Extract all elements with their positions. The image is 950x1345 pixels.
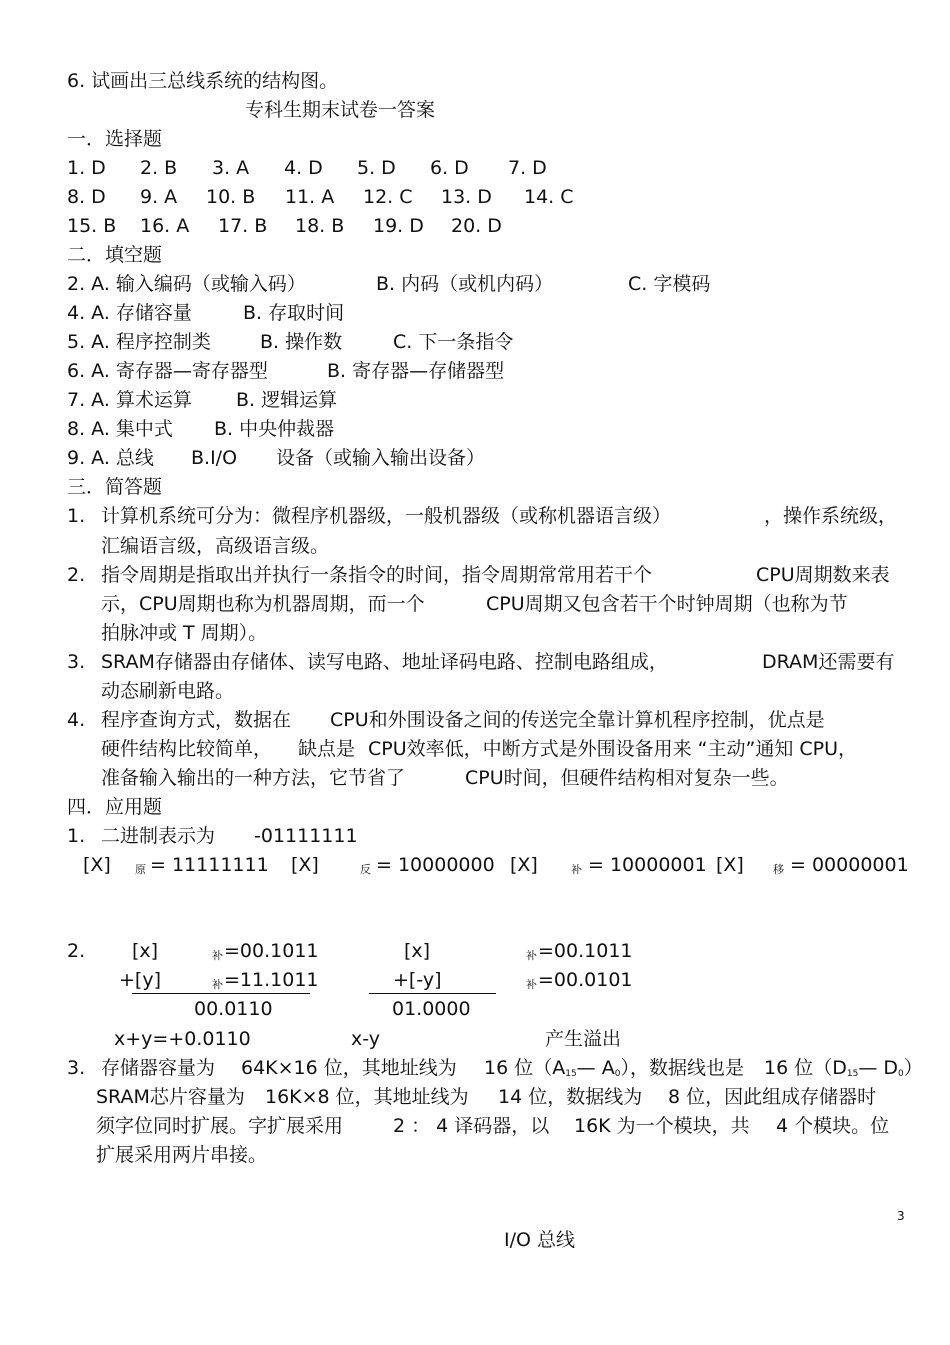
answer-item: 9. A — [140, 186, 178, 208]
answer-item: 19. D — [373, 215, 424, 237]
apply-q1-number: 1. — [67, 825, 86, 847]
diff-rule-line — [369, 993, 496, 994]
operand-subscript: 补 — [526, 978, 537, 991]
short-q1-text: 汇编语言级，高级语言级。 — [101, 535, 330, 557]
short-q4-text: 准备输入输出的一种方法，它节省了 — [101, 767, 406, 789]
code-subscript: 补 — [571, 863, 582, 876]
fill-line: 设备（或输入输出设备） — [276, 447, 486, 469]
sum-rule-line — [132, 993, 310, 994]
operand-subscript: 补 — [212, 949, 223, 962]
short-q2-text: CPU周期数来表 — [756, 564, 890, 586]
answer-item: 10. B — [206, 186, 256, 208]
sum-result: 00.0110 — [194, 998, 273, 1020]
apply-q3-number: 3. — [67, 1057, 86, 1079]
text-part: 16 位（A — [484, 1057, 566, 1079]
short-q1-text: 计算机系统可分为：微程序机器级，一般机器级（或称机器语言级） — [101, 505, 672, 527]
answer-item: 7. D — [508, 157, 547, 179]
text-part: 16 位（D — [764, 1057, 847, 1079]
text-part: — A — [576, 1057, 615, 1079]
fill-line: B. 中央仲裁器 — [214, 418, 335, 440]
answer-item: 1. D — [67, 157, 106, 179]
short-q2-text: 示，CPU周期也称为机器周期，而一个 — [101, 593, 425, 615]
apply-q3-text: 2 ： 4 译码器，以 — [393, 1115, 550, 1137]
code-value: = 10000001 — [588, 854, 707, 876]
short-q4-text: CPU时间，但硬件结构相对复杂一些。 — [465, 767, 789, 789]
short-q2-number: 2. — [67, 564, 86, 586]
apply-q3-text: 16K×8 位，其地址线为 — [265, 1086, 469, 1108]
apply-q1-label: 二进制表示为 — [101, 825, 216, 847]
short-q3-text: 动态刷新电路。 — [101, 680, 235, 702]
section-heading-apply: 四．应用题 — [67, 796, 163, 818]
diff-conclusion: x-y — [351, 1028, 381, 1050]
subscript: 0 — [614, 1069, 621, 1079]
io-bus-label: I/O 总线 — [504, 1229, 575, 1251]
code-subscript: 移 — [773, 863, 784, 876]
apply-q3-data-lines — [764, 1056, 923, 1086]
apply-q3-text: 14 位，数据线为 — [498, 1086, 643, 1108]
operand-subscript: 补 — [212, 978, 223, 991]
operand-x: [x] — [132, 940, 159, 962]
diff-result: 01.0000 — [392, 998, 471, 1020]
subscript: 15 — [565, 1069, 577, 1079]
operand-negy: +[-y] — [393, 969, 442, 991]
fill-line: B. 存取时间 — [243, 302, 345, 324]
answer-item: 8. D — [67, 186, 106, 208]
code-value: = 11111111 — [150, 854, 269, 876]
answer-item: 2. B — [140, 157, 178, 179]
apply-q3-text: 4 个模块。位 — [776, 1115, 890, 1137]
code-x: [X] — [510, 854, 538, 876]
text-part: ） — [903, 1057, 923, 1079]
code-x: [X] — [83, 854, 111, 876]
code-x: [X] — [716, 854, 744, 876]
apply-q3-text: 须字位同时扩展。字扩展采用 — [96, 1115, 344, 1137]
code-subscript: 反 — [360, 863, 371, 876]
fill-line: B. 操作数 — [260, 331, 343, 353]
apply-q3-text: 8 位，因此组成存储器时 — [668, 1086, 877, 1108]
operand-y: +[y] — [119, 969, 161, 991]
operand-subscript: 补 — [526, 949, 537, 962]
answer-item: 14. C — [524, 186, 574, 208]
operand-value: =00.1011 — [538, 940, 633, 962]
fill-line: B. 内码（或机内码） — [376, 273, 554, 295]
fill-line: B. 寄存器—存储器型 — [327, 360, 505, 382]
operand-value: =11.1011 — [224, 969, 319, 991]
section-heading-fill: 二．填空题 — [67, 244, 163, 266]
short-q2-text: 拍脉冲或 T 周期）。 — [101, 622, 268, 644]
section-heading-short: 三．简答题 — [67, 476, 163, 498]
fill-line: 9. A. 总线 — [67, 447, 154, 469]
apply-q3-address-lines — [484, 1056, 744, 1086]
fill-line: 6. A. 寄存器—寄存器型 — [67, 360, 268, 382]
fill-line: B.I/O — [191, 447, 238, 469]
fill-line: 7. A. 算术运算 — [67, 389, 192, 411]
answer-item: 16. A — [140, 215, 190, 237]
answer-item: 6. D — [430, 157, 469, 179]
short-q4-text: 缺点是 — [298, 738, 356, 760]
code-subscript: 原 — [135, 863, 146, 876]
sum-conclusion: x+y=+0.0110 — [114, 1028, 251, 1050]
section-heading-choice: 一．选择题 — [67, 128, 163, 150]
page-title: 专科生期末试卷一答案 — [245, 99, 436, 121]
apply-q1-value: -01111111 — [254, 825, 358, 847]
short-q4-text: 硬件结构比较简单， — [101, 738, 273, 760]
apply-q2-number: 2. — [67, 940, 86, 962]
answer-item: 18. B — [295, 215, 345, 237]
short-q4-text: CPU效率低，中断方式是外围设备用来 “主动”通知 CPU， — [368, 738, 858, 760]
short-q1-text: ，操作系统级， — [764, 505, 898, 527]
apply-q3-text: 存储器容量为 — [101, 1057, 216, 1079]
fill-line: 4. A. 存储容量 — [67, 302, 192, 324]
subscript: 15 — [846, 1069, 859, 1079]
short-q3-number: 3. — [67, 651, 86, 673]
apply-q3-text: SRAM芯片容量为 — [96, 1086, 245, 1108]
short-q3-text: SRAM存储器由存储体、读写电路、地址译码电路、控制电路组成， — [101, 651, 668, 673]
fill-line: 5. A. 程序控制类 — [67, 331, 211, 353]
code-value: = 10000000 — [376, 854, 495, 876]
apply-q3-text: 扩展采用两片串接。 — [96, 1144, 268, 1166]
answer-item: 12. C — [363, 186, 413, 208]
overflow-label: 产生溢出 — [545, 1028, 622, 1050]
answer-item: 15. B — [67, 215, 117, 237]
short-q4-text: CPU和外围设备之间的传送完全靠计算机程序控制，优点是 — [330, 709, 825, 731]
short-q2-text: CPU周期又包含若干个时钟周期（也称为节 — [486, 593, 848, 615]
operand-x2: [x] — [404, 940, 431, 962]
short-q2-text: 指令周期是指取出并执行一条指令的时间，指令周期常常用若干个 — [101, 564, 653, 586]
text-part: ），数据线也是 — [620, 1057, 744, 1079]
subscript: 0 — [897, 1069, 904, 1079]
question-6-text: 6. 试画出三总线系统的结构图。 — [67, 70, 339, 92]
fill-line: B. 逻辑运算 — [236, 389, 338, 411]
short-q3-text: DRAM还需要有 — [762, 651, 895, 673]
page-number: 3 — [897, 1209, 905, 1223]
fill-line: 8. A. 集中式 — [67, 418, 173, 440]
answer-item: 13. D — [441, 186, 492, 208]
answer-item: 5. D — [357, 157, 396, 179]
apply-q3-text: 64K×16 位，其地址线为 — [241, 1057, 457, 1079]
short-q1-number: 1. — [67, 505, 86, 527]
code-x: [X] — [291, 854, 319, 876]
answer-item: 11. A — [285, 186, 335, 208]
fill-line: 2. A. 输入编码（或输入码） — [67, 273, 306, 295]
code-value: = 00000001 — [790, 854, 909, 876]
answer-item: 20. D — [451, 215, 502, 237]
answer-item: 4. D — [284, 157, 323, 179]
text-part: — D — [858, 1057, 898, 1079]
short-q4-number: 4. — [67, 709, 86, 731]
short-q4-text: 程序查询方式，数据在 — [101, 709, 292, 731]
fill-line: C. 字模码 — [628, 273, 711, 295]
operand-value: =00.1011 — [224, 940, 319, 962]
operand-value: =00.0101 — [538, 969, 633, 991]
answer-item: 17. B — [218, 215, 268, 237]
answer-item: 3. A — [212, 157, 250, 179]
apply-q3-text: 16K 为一个模块，共 — [574, 1115, 750, 1137]
fill-line: C. 下一条指令 — [393, 331, 514, 353]
